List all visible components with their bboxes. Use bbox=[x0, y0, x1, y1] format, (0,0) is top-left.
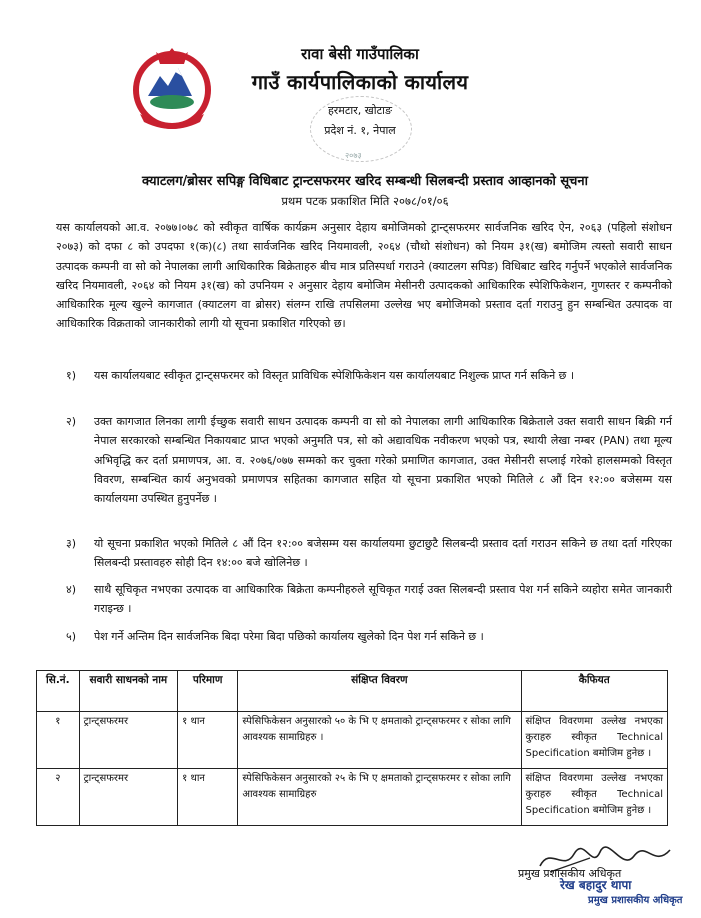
items-table bbox=[36, 670, 668, 826]
cell-name: ट्रान्ट्सफरमर bbox=[79, 712, 177, 769]
stamp-name: रेख बहादुर थापा bbox=[560, 878, 632, 892]
item-number: २) bbox=[66, 415, 77, 428]
cell-description: स्पेसिफिकेसन अनुसारको २५ के भि ए क्षमताको ट्रान्ट्सफरमर र सोका लागि आवश्यक सामाग्रिहरु bbox=[238, 769, 521, 826]
office-name: गाउँ कार्यपालिकाको कार्यालय bbox=[251, 70, 469, 94]
column-header-remarks: कैफियत bbox=[521, 671, 668, 712]
item-number: ४) bbox=[66, 583, 77, 596]
cell-remarks: संक्षिप्त विवरणमा उल्लेख नभएका कुराहरु स्वीकृत Technical Specification बमोजिम हुनेछ । bbox=[521, 712, 668, 769]
item-text: पेश गर्ने अन्तिम दिन सार्वजनिक बिदा परेमा बिदा पछिको कार्यालय खुलेको दिन पेश गर्न सकिने छ । bbox=[94, 630, 484, 643]
office-address: हरमटार, खोटाङ bbox=[327, 104, 393, 117]
cell-quantity: १ थान bbox=[178, 712, 238, 769]
list-item bbox=[66, 412, 672, 508]
item-text: साथै सूचिकृत नभएका उत्पादक वा आधिकारिक बिक्रेता कम्पनीहरुले सूचिकृत गराई उक्त सिलबन्दी प्रस्ताव पेश गर्न सकिने व्यहोरा समेत जानकारी गराइन्छ । bbox=[94, 583, 672, 616]
municipality-name: रावा बेसी गाउँपालिका bbox=[301, 45, 419, 63]
list-item bbox=[66, 580, 672, 619]
signatory-title: प्रमुख प्रशासकीय अधिकृत bbox=[518, 867, 622, 880]
item-text: यस कार्यालयबाट स्वीकृत ट्रान्ट्सफरमर को विस्तृत प्राविधिक स्पेशिफिकेशन यस कार्यालयबाट निशुल्क प्राप्त गर्न सकिने छ । bbox=[94, 369, 575, 382]
list-item bbox=[66, 366, 672, 385]
publication-date: प्रथम पटक प्रकाशित मिति २०७८/०१/०६ bbox=[281, 194, 449, 208]
list-item bbox=[66, 534, 672, 573]
signature-stamp bbox=[560, 878, 690, 918]
item-number: ५) bbox=[66, 630, 77, 643]
column-header-sn: सि.नं. bbox=[37, 671, 80, 712]
stamp-title: प्रमुख प्रशासकीय अधिकृत bbox=[588, 895, 683, 906]
item-number: ३) bbox=[66, 537, 77, 550]
item-text: यो सूचना प्रकाशित भएको मितिले ८ औं दिन १२:०० बजेसम्म यस कार्यालयमा छुटाछुटै सिलबन्दी प्रस्ताव दर्ता गराउन सकिने छ तथा दर्ता गरिएका सिलबन्दी प्रस्तावहरु सोही दिन १४:०० बजे खोलिनेछ । bbox=[94, 537, 672, 570]
table-row bbox=[37, 769, 668, 826]
column-header-description: संक्षिप्त विवरण bbox=[238, 671, 521, 712]
item-number: १) bbox=[66, 369, 77, 382]
intro-paragraph: यस कार्यालयको आ.व. २०७७।०७८ को स्वीकृत वार्षिक कार्यक्रम अनुसार देहाय बमोजिमको ट्रान्ट्सफरमर सार्वजनिक खरिद ऐन, २०६३ (पहिलो संशोधन २०७३) को दफा ८ को उपदफा १(क)(८) तथा सार्वजनिक खरिद नियमावली, २०६४ (चौथो संशोधन) को नियम ३१(ख) बमोजिम त्यस्तो सवारी साधन उत्पादक कम्पनी वा सो को नेपालका लागी आधिकारिक बिक्रेताहरु बीच मात्र प्रतिस्पर्धा गराउने (क्याटलग सपिङ) विधिबाट खरिद गर्नुपर्ने भएकोले सार्वजनिक खरिद नियमावली, २०६४ को नियम ३१(ख) को उपनियम २ अनुसार देहाय बमोजिम मेसीनरी उत्पादकको आधिकारिक स्पेशिफिकेशन, गुणस्तर र कम्पनीको आधिकारिक मूल्य खुल्ने कागजात (क्याटलग वा ब्रोसर) संलग्न राखि तपसिलमा उल्लेख भए बमोजिमको प्रस्ताव दर्ता गराउनु हुन सम्बन्धित उत्पादक वा आधिकारिक विक्रताको जानकारीको लागी यो सूचना प्रकाशित गरिएको छ। bbox=[56, 221, 672, 331]
cell-sn: २ bbox=[37, 769, 80, 826]
column-header-quantity: परिमाण bbox=[178, 671, 238, 712]
cell-remarks: संक्षिप्त विवरणमा उल्लेख नभएका कुराहरु स्वीकृत Technical Specification बमोजिम हुनेछ । bbox=[521, 769, 668, 826]
office-province: प्रदेश नं. १, नेपाल bbox=[324, 124, 396, 137]
list-item bbox=[66, 627, 672, 646]
table-header-row bbox=[37, 671, 668, 712]
notice-title: क्याटलग/ब्रोसर सपिङ्ग विधिबाट ट्रान्टसफरमर खरिद सम्बन्धी सिलबन्दी प्रस्ताव आव्हानको सूचना bbox=[141, 174, 589, 189]
cell-description: स्पेसिफिकेसन अनुसारको ५० के भि ए क्षमताको ट्रान्ट्सफरमर र सोका लागि आवश्यक सामाग्रिहरु । bbox=[238, 712, 521, 769]
column-header-name: सवारी साधनको नाम bbox=[79, 671, 177, 712]
seal-year: २०७३ bbox=[345, 151, 362, 160]
cell-name: ट्रान्ट्सफरमर bbox=[79, 769, 177, 826]
item-text: उक्त कागजात लिनका लागी ईच्छुक सवारी साधन उत्पादक कम्पनी वा सो को नेपालका लागी आधिकारिक बिक्रेताले उक्त सवारी साधन बिक्री गर्न नेपाल सरकारको सम्बन्धित निकायबाट प्राप्त भएको अनुमति पत्र, सो को अद्यावधिक नवीकरण भएको पत्र, स्थायी लेखा नम्बर (PAN) तथा मूल्य अभिवृद्धि कर दर्ता प्रमाणपत्र, आ. व. २०७६/०७७ सम्मको कर चुक्ता गरेको प्रमाणित कागजात, उक्त मेसीनरी सप्लाई गरेको हालसम्मको विस्तृत विवरण, सम्बन्धित कार्य अनुभवको प्रमाणपत्र सहितका कागजात सहित यो सूचना प्रकाशित भएको मितिले ८ औं दिन १२:०० बजेसम्म यस कार्यालयमा उपस्थित हुनुपर्नेछ । bbox=[94, 415, 672, 506]
cell-sn: १ bbox=[37, 712, 80, 769]
table-row bbox=[37, 712, 668, 769]
cell-quantity: १ थान bbox=[178, 769, 238, 826]
